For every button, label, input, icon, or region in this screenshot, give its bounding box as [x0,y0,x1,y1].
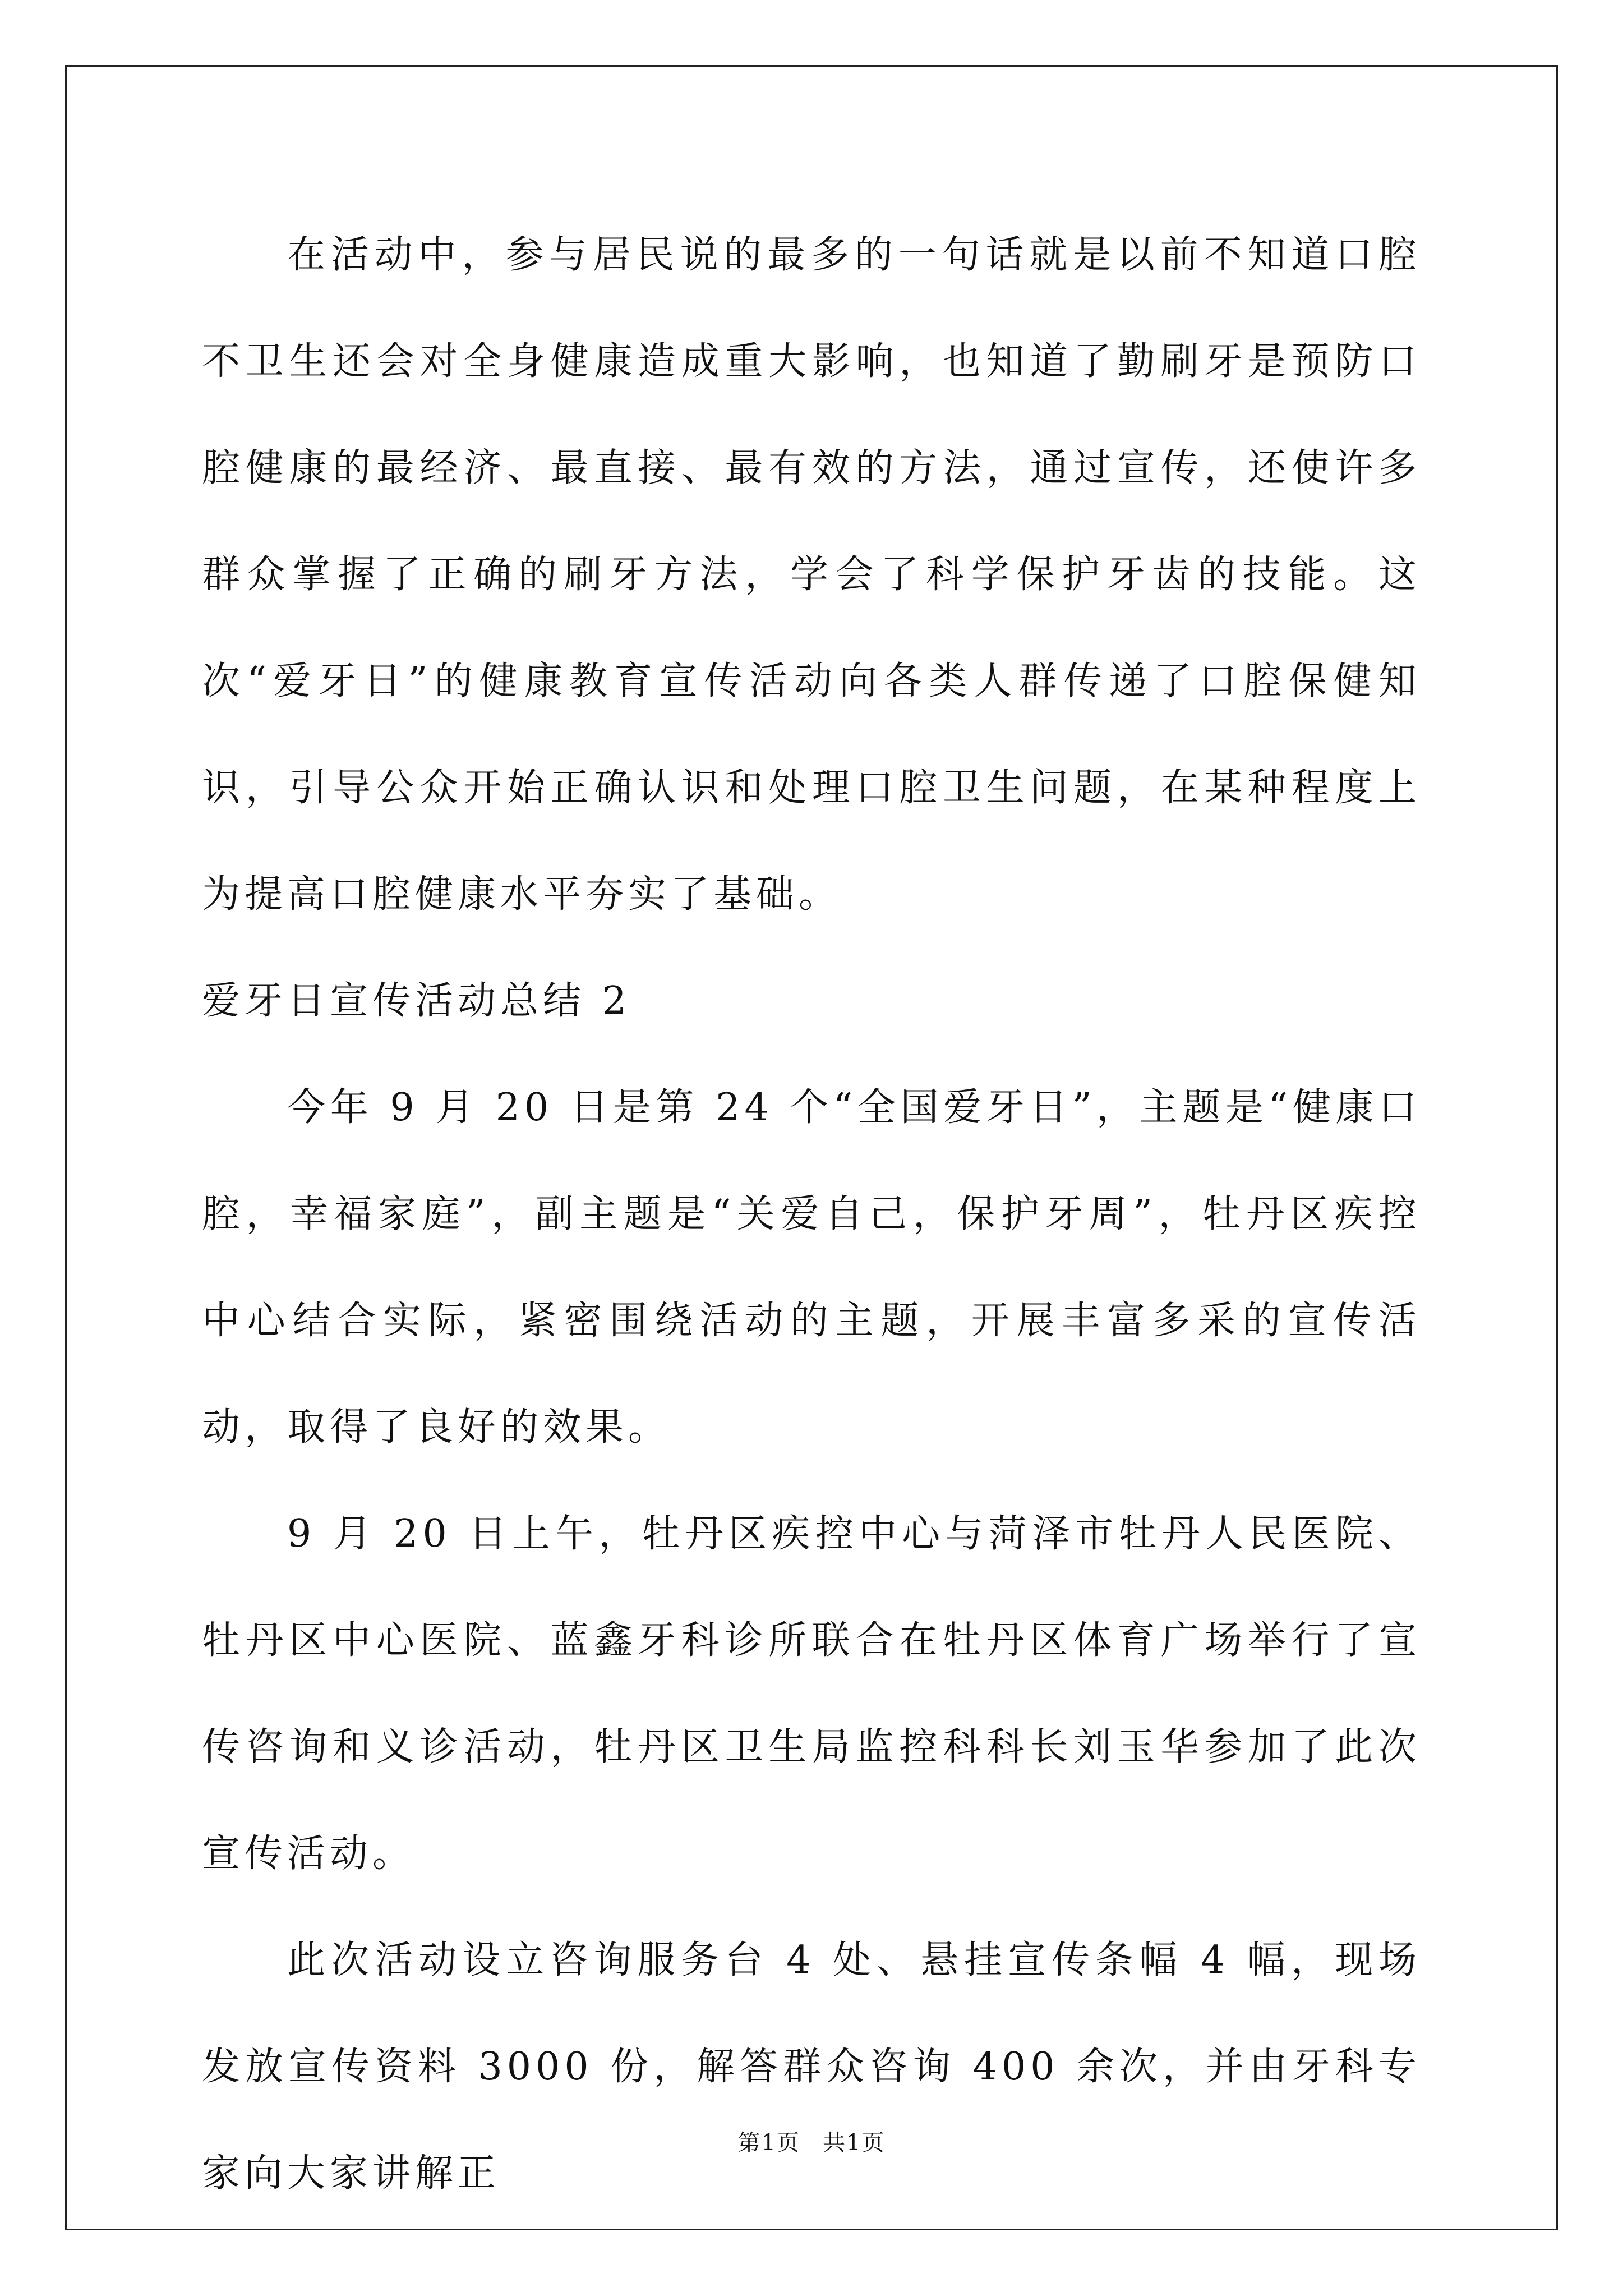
paragraph-activity-feedback: 在活动中，参与居民说的最多的一句话就是以前不知道口腔不卫生还会对全身健康造成重大影响，也知道了勤刷牙是预防口腔健康的最经济、最直接、最有效的方法，通过宣传，还使许多群众掌握了正确的刷牙方法，学会了科学保护牙齿的技能。这次“爱牙日”的健康教育宣传活动向各类人群传递了口腔保健知识，引导公众开始正确认识和处理口腔卫生问题，在某种程度上为提高口腔健康水平夯实了基础。 [202,233,1421,917]
paragraph-event: 9 月 20 日上午，牡丹区疾控中心与菏泽市牡丹人民医院、牡丹区中心医院、蓝鑫牙科诊所联合在牡丹区体育广场举行了宣传咨询和义诊活动，牡丹区卫生局监控科科长刘玉华参加了此次宣传活动。 [202,1512,1421,1876]
page-number-total: 共1页 [823,2130,886,2156]
page-footer [0,2126,1623,2160]
page-number-current: 第1页 [737,2130,800,2156]
document-body [202,202,1421,2227]
section-heading: 爱牙日宣传活动总结 2 [202,979,631,1023]
paragraph-statistics: 此次活动设立咨询服务台 4 处、悬挂宣传条幅 4 幅，现场发放宣传资料 3000 份，解答群众咨询 400 余次，并由牙科专家向大家讲解正 [202,1938,1421,2196]
paragraph-theme: 今年 9 月 20 日是第 24 个“全国爱牙日”，主题是“健康口腔，幸福家庭”，副主题是“关爱自己，保护牙周”，牡丹区疾控中心结合实际，紧密围绕活动的主题，开展丰富多采的宣传活动，取得了良好的效果。 [202,1085,1421,1450]
